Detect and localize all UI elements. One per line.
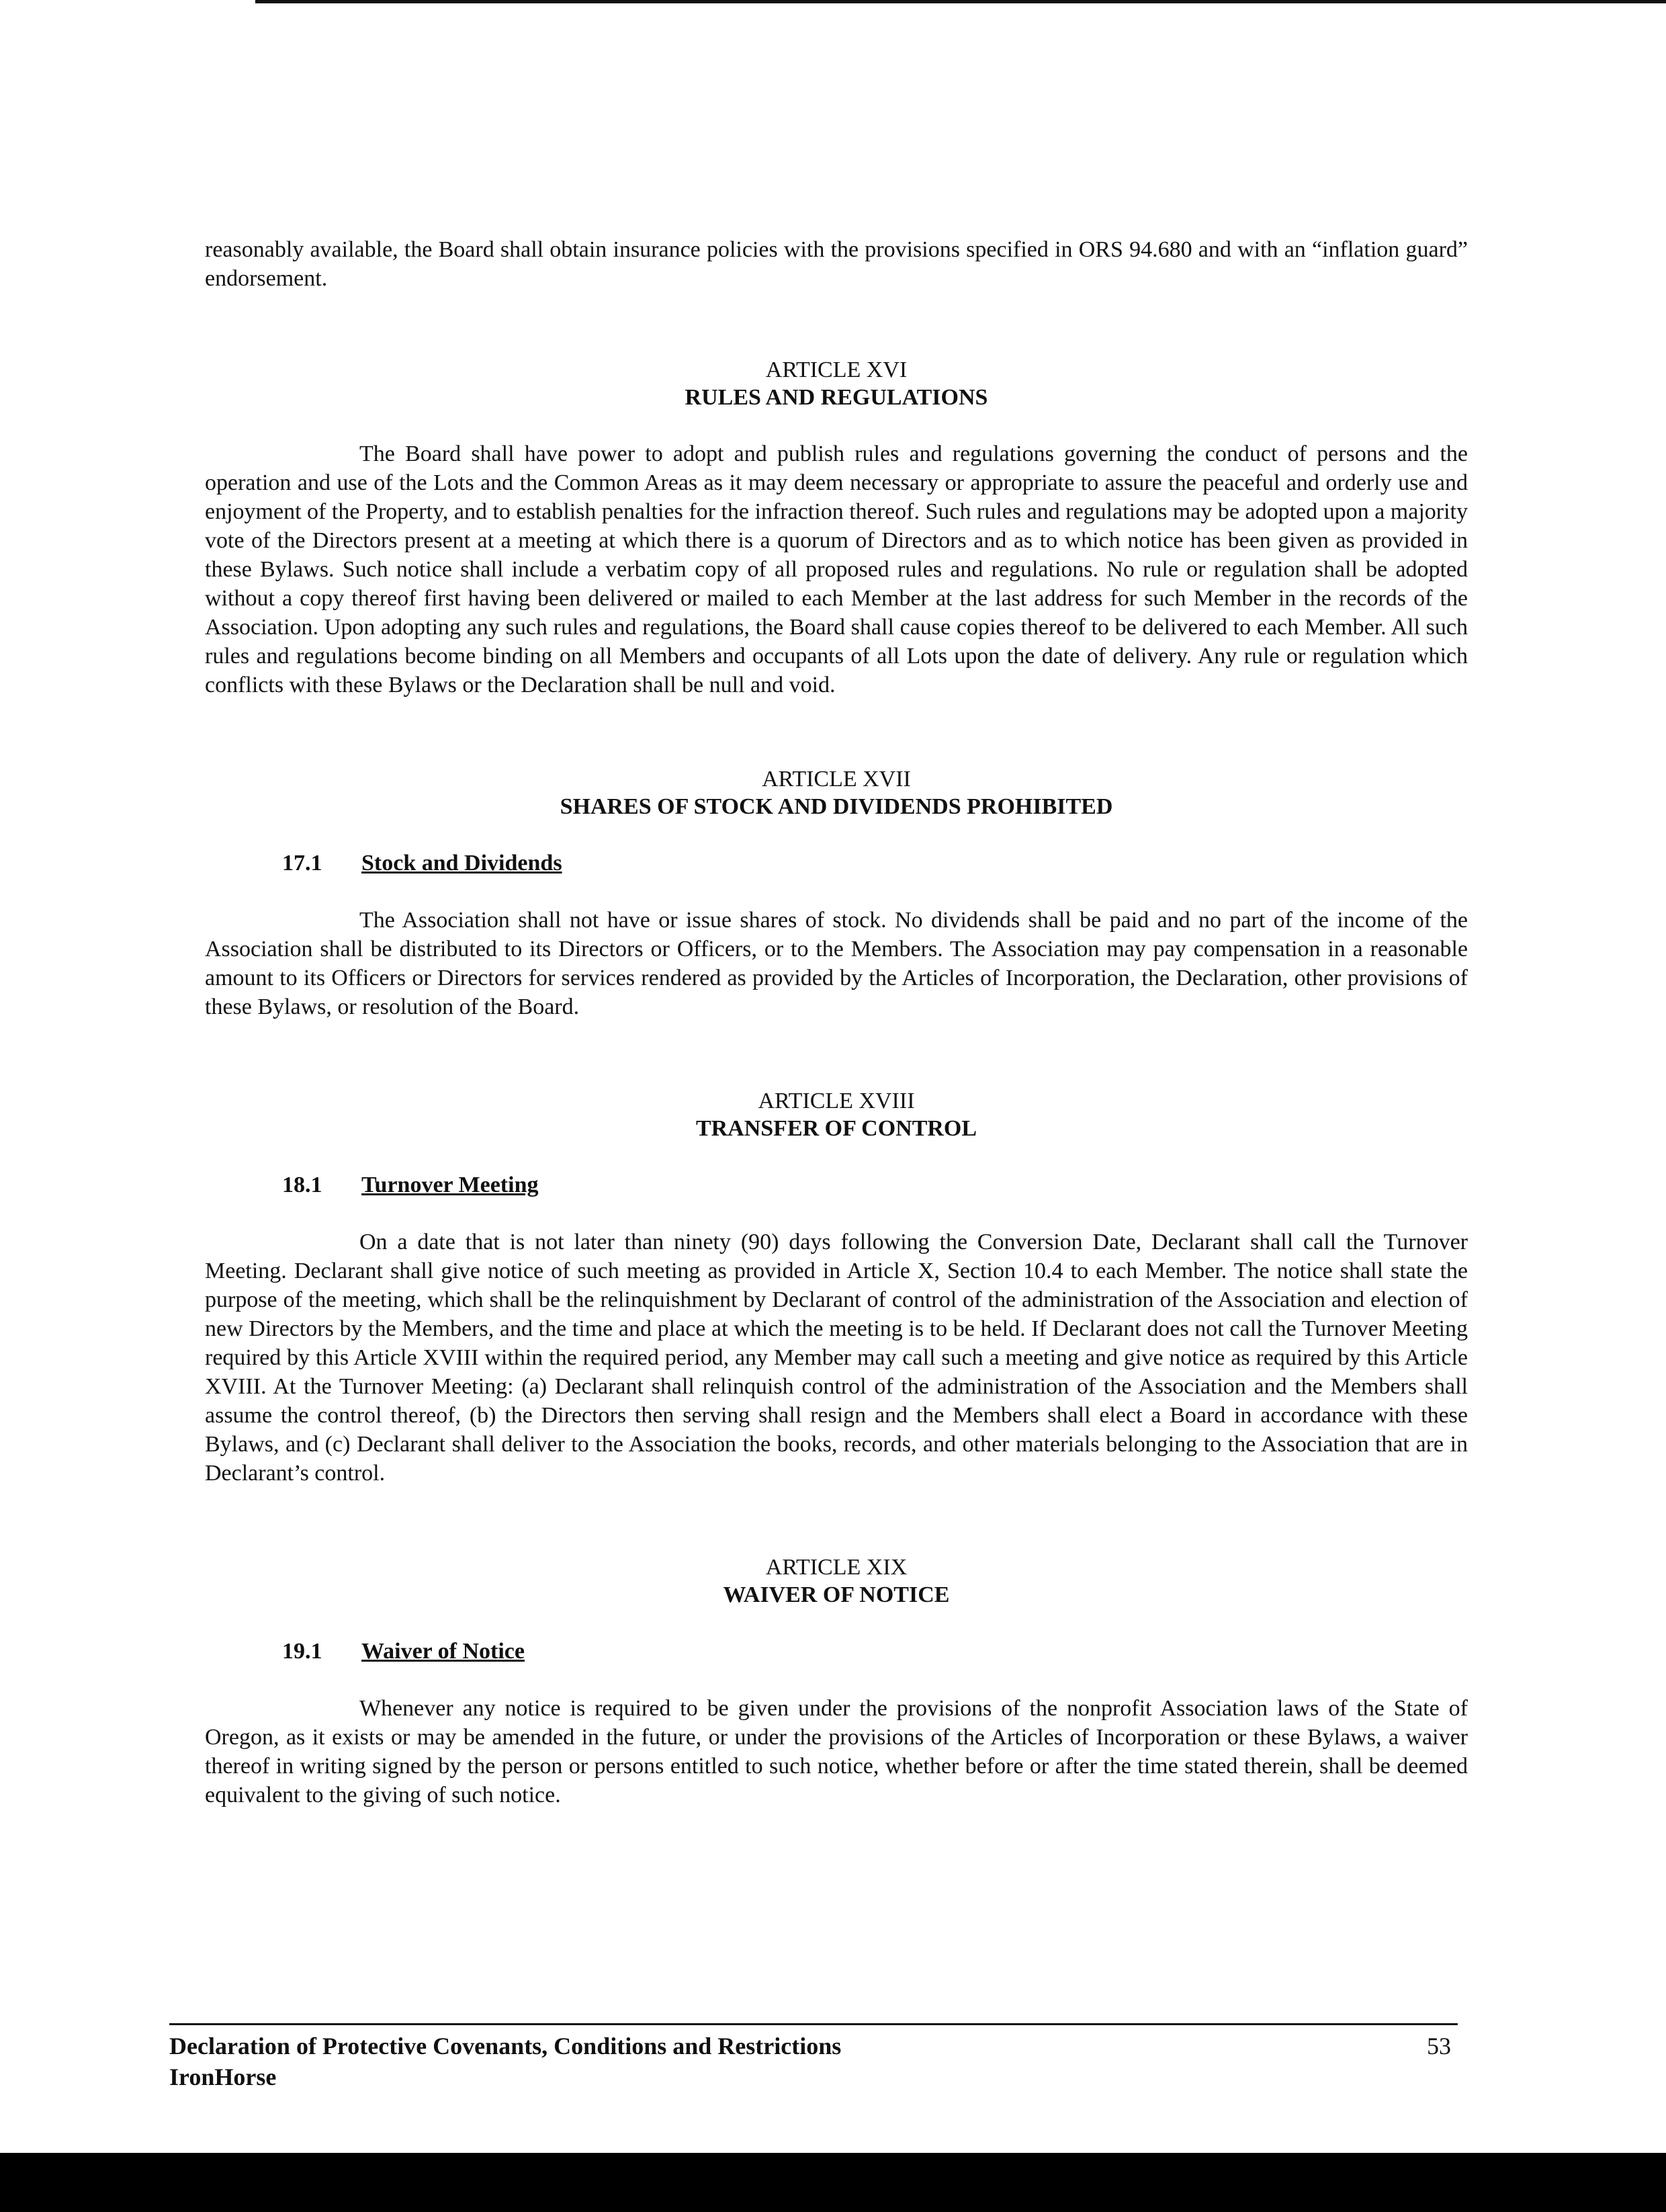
continuation-paragraph: reasonably available, the Board shall obtain insurance policies with the provisions specified in ORS 94.680 and with an “inflation guard” endorsement. — [205, 237, 1468, 291]
section-heading — [205, 1171, 1468, 1199]
article-number: ARTICLE XIX — [765, 1555, 908, 1580]
article-heading — [205, 356, 1468, 411]
article-xviii — [205, 1087, 1468, 1488]
scan-bottom-band — [0, 2153, 1666, 2212]
article-title: RULES AND REGULATIONS — [685, 385, 988, 410]
article-xvi — [205, 356, 1468, 699]
section-title: Stock and Dividends — [361, 851, 562, 876]
article-number: ARTICLE XVI — [765, 357, 908, 382]
article-heading — [205, 1554, 1468, 1609]
section-title: Waiver of Notice — [361, 1639, 525, 1664]
section-number: 18.1 — [282, 1173, 322, 1197]
footer-document-title: Declaration of Protective Covenants, Conditions and Restrictions — [169, 2033, 842, 2059]
article-heading — [205, 765, 1468, 820]
article-title: WAIVER OF NOTICE — [723, 1582, 950, 1607]
section-number: 19.1 — [282, 1639, 322, 1664]
footer-project-name: IronHorse — [169, 2064, 277, 2090]
article-title: SHARES OF STOCK AND DIVIDENDS PROHIBITED — [560, 794, 1113, 819]
article-xvii — [205, 765, 1468, 1021]
article-xix — [205, 1554, 1468, 1810]
article-number: ARTICLE XVIII — [758, 1089, 915, 1113]
section-body: The Association shall not have or issue shares of stock. No dividends shall be paid and no part of the income of the Association shall be distributed to its Directors or Officers, or to the Members. The Association may pay compensation in a reasonable amount to its Officers or Directors for services rendered as provided by the Articles of Incorporation, the Declaration, other provisions of these Bylaws, or resolution of the Board. — [205, 908, 1468, 1019]
article-body: The Board shall have power to adopt and publish rules and regulations governing the conduct of persons and the operation and use of the Lots and the Common Areas as it may deem necessary or appropriate to assure the peaceful and orderly use and enjoyment of the Property, and to establish penalties for the infraction thereof. Such rules and regulations may be adopted upon a majority vote of the Directors present at a meeting at which there is a quorum of Directors and as to which notice has been given as provided in these Bylaws. Such notice shall include a verbatim copy of all proposed rules and regulations. No rule or regulation shall be adopted without a copy thereof first having been delivered or mailed to each Member at the last address for such Member in the records of the Association. Upon adopting any such rules and regulations, the Board shall cause copies thereof to be delivered to each Member. All such rules and regulations become binding on all Members and occupants of all Lots upon the date of delivery. Any rule or regulation which conflicts with these Bylaws or the Declaration shall be null and void. — [205, 441, 1468, 697]
top-edge-rule — [255, 0, 1666, 3]
article-title: TRANSFER OF CONTROL — [695, 1116, 977, 1141]
section-title: Turnover Meeting — [361, 1173, 539, 1197]
page-footer — [169, 2031, 1458, 2092]
article-heading — [205, 1087, 1468, 1142]
section-heading — [205, 1637, 1468, 1666]
page-number: 53 — [1427, 2033, 1451, 2059]
footer-rule — [169, 2023, 1458, 2025]
section-number: 17.1 — [282, 851, 322, 876]
section-body: Whenever any notice is required to be given under the provisions of the nonprofit Association laws of the State of Oregon, as it exists or may be amended in the future, or under the provisions of the Articles of Incorporation or these Bylaws, a waiver thereof in writing signed by the person or persons entitled to such notice, whether before or after the time stated therein, shall be deemed equivalent to the giving of such notice. — [205, 1696, 1468, 1807]
section-body: On a date that is not later than ninety (90) days following the Conversion Date, Declarant shall call the Turnover Meeting. Declarant shall give notice of such meeting as provided in Article X, Section 10.4 to each Member. The notice shall state the purpose of the meeting, which shall be the relinquishment by Declarant of control of the administration of the Association and election of new Directors by the Members, and the time and place at which the meeting is to be held. If Declarant does not call the Turnover Meeting required by this Article XVIII within the required period, any Member may call such a meeting and give notice as required by this Article XVIII. At the Turnover Meeting: (a) Declarant shall relinquish control of the administration of the Association and the Members shall assume the control thereof, (b) the Directors then serving shall resign and the Members shall elect a Board in accordance with these Bylaws, and (c) Declarant shall deliver to the Association the books, records, and other materials belonging to the Association that are in Declarant’s control. — [205, 1230, 1468, 1486]
document-body — [205, 235, 1468, 1810]
article-number: ARTICLE XVII — [762, 767, 911, 792]
section-heading — [205, 849, 1468, 878]
